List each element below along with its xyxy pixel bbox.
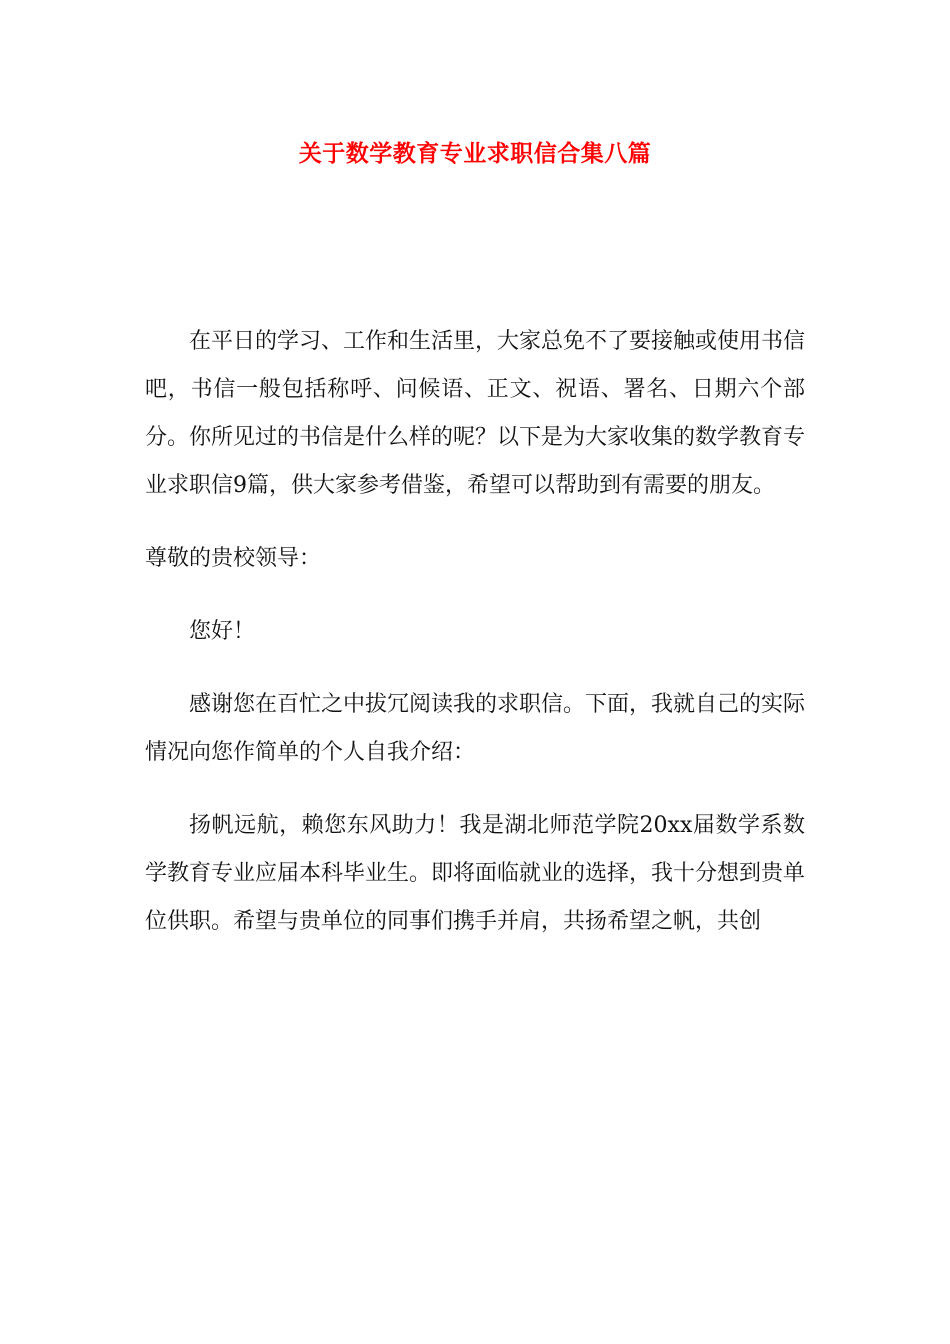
document-title: 关于数学教育专业求职信合集八篇 bbox=[298, 140, 652, 167]
salutation: 尊敬的贵校领导： bbox=[145, 546, 322, 571]
greeting: 您好！ bbox=[189, 619, 256, 644]
document-body bbox=[145, 318, 805, 971]
letter-paragraph: 扬帆远航，赖您东风助力！我是湖北师范学院20xx届数学系数学教育专业应届本科毕业生。即将面临就业的选择，我十分想到贵单位供职。希望与贵单位的同事们携手并肩，共扬希望之帆，共创 bbox=[145, 813, 806, 934]
intro-paragraph: 在平日的学习、工作和生活里，大家总免不了要接触或使用书信吧，书信一般包括称呼、问候语、正文、祝语、署名、日期六个部分。你所见过的书信是什么样的呢？以下是为大家收集的数学教育专业求职信9篇，供大家参考借鉴，希望可以帮助到有需要的朋友。 bbox=[145, 329, 806, 498]
letter-paragraph: 感谢您在百忙之中拔冗阅读我的求职信。下面，我就自己的实际情况向您作简单的个人自我介绍： bbox=[145, 692, 806, 765]
